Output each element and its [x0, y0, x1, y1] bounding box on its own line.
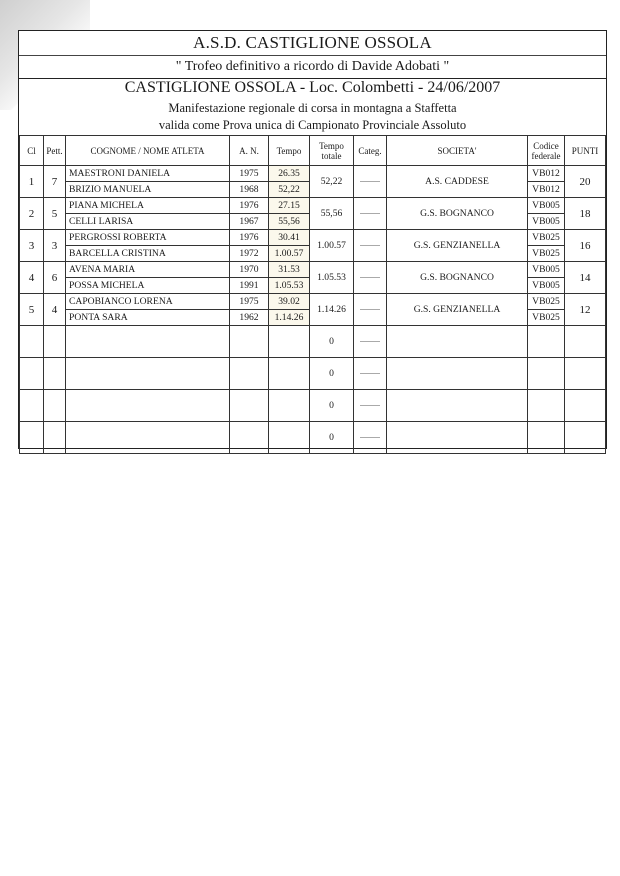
col-header-tempo: Tempo: [269, 136, 310, 166]
category-cell: [354, 294, 387, 326]
birth-year: 1976: [230, 230, 269, 246]
birth-year: 1975: [230, 294, 269, 310]
category-cell: [354, 230, 387, 262]
total-time: 0: [310, 390, 354, 422]
leg-time: 1.14.26: [269, 310, 310, 326]
team-row-1-first: [20, 166, 606, 182]
rank-cell: 3: [20, 230, 44, 262]
empty-name-cell: [66, 326, 230, 358]
empty-cell: [44, 390, 66, 422]
federal-code: VB012: [528, 166, 565, 182]
trophy-title: " Trofeo definitivo a ricordo di Davide Adobati ": [19, 55, 606, 79]
federal-code: VB025: [528, 246, 565, 262]
category-cell: [354, 422, 387, 454]
col-header-tempo-totale: [310, 136, 354, 166]
empty-cell: [387, 390, 528, 422]
athlete-name: PIANA MICHELA: [66, 198, 230, 214]
col-header-tempo-totale-line2: totale: [321, 150, 342, 161]
empty-cell: [20, 358, 44, 390]
empty-name-cell: [66, 390, 230, 422]
points-cell: 12: [565, 294, 606, 326]
rank-cell: 4: [20, 262, 44, 294]
team-row-4-first: [20, 262, 606, 278]
federal-code: VB005: [528, 262, 565, 278]
leg-time: 1.05.53: [269, 278, 310, 294]
points-cell: 18: [565, 198, 606, 230]
description-line-2: valida come Prova unica di Campionato Provinciale Assoluto: [158, 118, 467, 132]
empty-name-cell: [66, 422, 230, 454]
col-header-codice-line1: Codice: [533, 140, 559, 151]
category-cell: [354, 326, 387, 358]
empty-cell: [20, 390, 44, 422]
col-header-punti: PUNTI: [565, 136, 606, 166]
birth-year: 1970: [230, 262, 269, 278]
leg-time: 30.41: [269, 230, 310, 246]
empty-cell: [230, 358, 269, 390]
team-row-2-first: [20, 198, 606, 214]
athlete-name: AVENA MARIA: [66, 262, 230, 278]
table-header-row: [20, 136, 606, 166]
empty-cell: [20, 326, 44, 358]
federal-code: VB025: [528, 310, 565, 326]
federal-code: VB005: [528, 278, 565, 294]
total-time: 0: [310, 326, 354, 358]
col-header-codice: [528, 136, 565, 166]
club-cell: G.S. BOGNANCO: [387, 262, 528, 294]
empty-team-row: [20, 358, 606, 390]
empty-cell: [269, 390, 310, 422]
category-cell: [354, 198, 387, 230]
athlete-name: CAPOBIANCO LORENA: [66, 294, 230, 310]
athlete-name: PONTA SARA: [66, 310, 230, 326]
col-header-societa: SOCIETA': [387, 136, 528, 166]
total-time: 55,56: [310, 198, 354, 230]
col-header-cl: Cl: [20, 136, 44, 166]
col-header-tempo-totale-line1: Tempo: [319, 140, 344, 151]
club-cell: G.S. GENZIANELLA: [387, 294, 528, 326]
empty-cell: [269, 358, 310, 390]
club-cell: A.S. CADDESE: [387, 166, 528, 198]
empty-team-row: [20, 422, 606, 454]
leg-time: 55,56: [269, 214, 310, 230]
bib-cell: 4: [44, 294, 66, 326]
total-time: 1.00.57: [310, 230, 354, 262]
total-time: 0: [310, 358, 354, 390]
description-line-1: Manifestazione regionale di corsa in montagna a Staffetta: [168, 101, 457, 115]
empty-cell: [387, 326, 528, 358]
team-row-5-first: [20, 294, 606, 310]
federal-code: VB025: [528, 294, 565, 310]
leg-time: 52,22: [269, 182, 310, 198]
rank-cell: 2: [20, 198, 44, 230]
col-header-an: A. N.: [230, 136, 269, 166]
empty-cell: [528, 390, 565, 422]
empty-cell: [387, 358, 528, 390]
leg-time: 39.02: [269, 294, 310, 310]
birth-year: 1962: [230, 310, 269, 326]
leg-time: 31.53: [269, 262, 310, 278]
club-cell: G.S. BOGNANCO: [387, 198, 528, 230]
empty-cell: [387, 422, 528, 454]
empty-cell: [269, 422, 310, 454]
birth-year: 1976: [230, 198, 269, 214]
club-cell: G.S. GENZIANELLA: [387, 230, 528, 262]
total-time: 1.14.26: [310, 294, 354, 326]
empty-cell: [44, 422, 66, 454]
empty-cell: [528, 358, 565, 390]
col-header-categ: Categ.: [354, 136, 387, 166]
empty-cell: [20, 422, 44, 454]
team-row-3-first: [20, 230, 606, 246]
birth-year: 1972: [230, 246, 269, 262]
leg-time: 1.00.57: [269, 246, 310, 262]
results-sheet: [18, 30, 607, 449]
total-time: 1.05.53: [310, 262, 354, 294]
birth-year: 1975: [230, 166, 269, 182]
birth-year: 1968: [230, 182, 269, 198]
empty-team-row: [20, 390, 606, 422]
empty-cell: [44, 358, 66, 390]
leg-time: 27.15: [269, 198, 310, 214]
col-header-pett: Pett.: [44, 136, 66, 166]
points-cell: 14: [565, 262, 606, 294]
location-date: CASTIGLIONE OSSOLA - Loc. Colombetti - 24/06/2007: [124, 79, 501, 96]
athlete-name: PERGROSSI ROBERTA: [66, 230, 230, 246]
birth-year: 1991: [230, 278, 269, 294]
total-time: 52,22: [310, 166, 354, 198]
category-cell: [354, 262, 387, 294]
birth-year: 1967: [230, 214, 269, 230]
empty-cell: [528, 422, 565, 454]
empty-cell: [230, 422, 269, 454]
rank-cell: 5: [20, 294, 44, 326]
empty-cell: [528, 326, 565, 358]
bib-cell: 5: [44, 198, 66, 230]
category-cell: [354, 358, 387, 390]
category-cell: [354, 390, 387, 422]
club-title: A.S.D. CASTIGLIONE OSSOLA: [193, 33, 432, 52]
federal-code: VB025: [528, 230, 565, 246]
col-header-name: COGNOME / NOME ATLETA: [66, 136, 230, 166]
results-table: [19, 135, 606, 454]
empty-cell: [565, 358, 606, 390]
athlete-name: MAESTRONI DANIELA: [66, 166, 230, 182]
empty-name-cell: [66, 358, 230, 390]
federal-code: VB005: [528, 198, 565, 214]
rank-cell: 1: [20, 166, 44, 198]
col-header-codice-line2: federale: [531, 150, 561, 161]
points-cell: 16: [565, 230, 606, 262]
athlete-name: CELLI LARISA: [66, 214, 230, 230]
athlete-name: POSSA MICHELA: [66, 278, 230, 294]
empty-cell: [565, 422, 606, 454]
empty-cell: [230, 390, 269, 422]
empty-cell: [565, 326, 606, 358]
points-cell: 20: [565, 166, 606, 198]
empty-cell: [44, 326, 66, 358]
bib-cell: 3: [44, 230, 66, 262]
empty-team-row: [20, 326, 606, 358]
empty-cell: [565, 390, 606, 422]
bib-cell: 6: [44, 262, 66, 294]
bib-cell: 7: [44, 166, 66, 198]
federal-code: VB005: [528, 214, 565, 230]
category-cell: [354, 166, 387, 198]
athlete-name: BRIZIO MANUELA: [66, 182, 230, 198]
empty-cell: [230, 326, 269, 358]
athlete-name: BARCELLA CRISTINA: [66, 246, 230, 262]
empty-cell: [269, 326, 310, 358]
leg-time: 26.35: [269, 166, 310, 182]
total-time: 0: [310, 422, 354, 454]
federal-code: VB012: [528, 182, 565, 198]
